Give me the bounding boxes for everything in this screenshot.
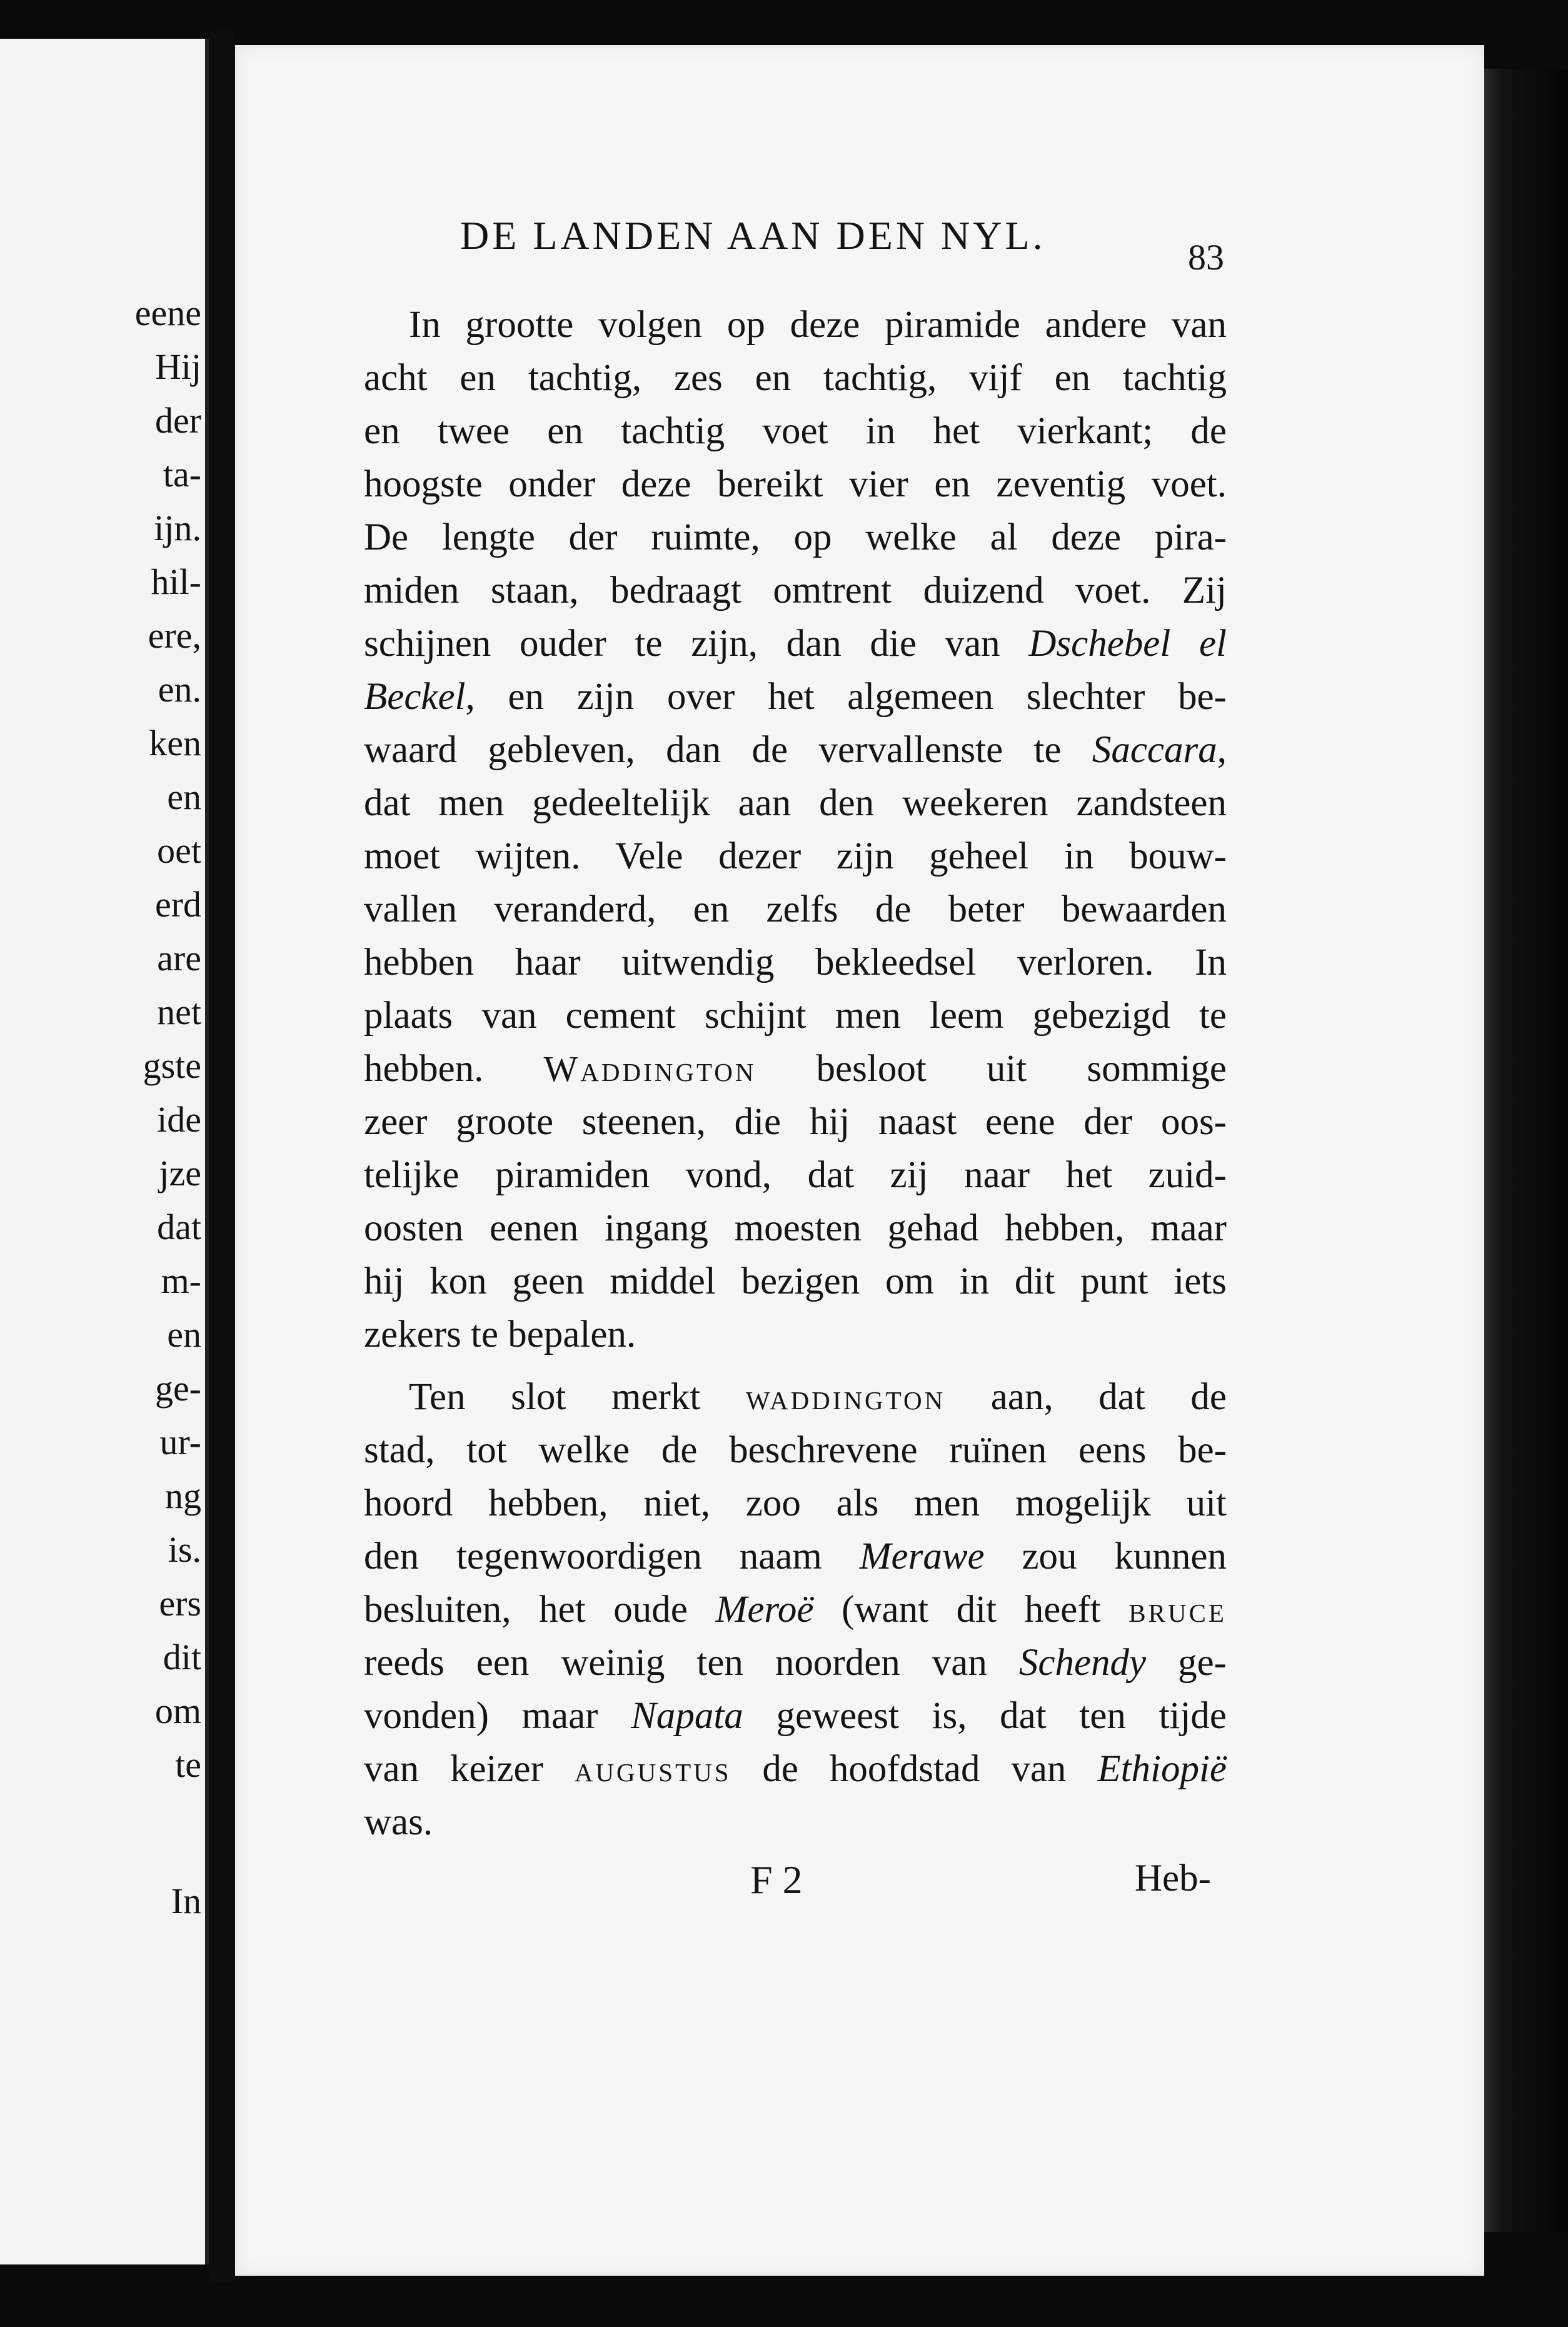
left-fragment: der bbox=[154, 400, 201, 441]
text-line: stad, tot welke de beschrevene ruïnen eens be- bbox=[364, 1429, 1227, 1471]
text-run: (want dit heeft bbox=[813, 1589, 1129, 1631]
place-name: Merawe bbox=[859, 1535, 985, 1577]
text-run: den tegenwoordigen naam bbox=[364, 1535, 860, 1577]
left-fragment: are bbox=[157, 938, 201, 978]
running-header: DE LANDEN AAN DEN NYL. bbox=[460, 213, 1046, 258]
text-line: plaats van cement schijnt men leem gebezigd te bbox=[364, 995, 1227, 1037]
author-name: bruce bbox=[1128, 1589, 1227, 1630]
text-run: van keizer bbox=[364, 1748, 575, 1790]
left-fragment: ide bbox=[157, 1099, 201, 1140]
text-line: vallen veranderd, en zelfs de beter bewaarden bbox=[364, 888, 1227, 930]
left-fragment: en bbox=[167, 1314, 201, 1355]
text-line: dat men gedeeltelijk aan den weekeren zandsteen bbox=[364, 782, 1227, 824]
left-fragment: net bbox=[157, 992, 201, 1032]
left-fragment: hil- bbox=[151, 561, 201, 602]
text-line: zekers te bepalen. bbox=[364, 1314, 636, 1355]
text-run: , bbox=[1217, 729, 1227, 771]
text-line: hij kon geen middel bezigen om in dit punt iets bbox=[364, 1260, 1227, 1302]
left-fragment: ta- bbox=[163, 454, 201, 495]
left-fragment: dit bbox=[163, 1637, 201, 1677]
left-fragment: ers bbox=[159, 1583, 201, 1624]
left-fragment: jze bbox=[159, 1153, 201, 1194]
text-run: de hoofdstad van bbox=[731, 1748, 1098, 1790]
text-line: hoord hebben, niet, zoo als men mogelijk uit bbox=[364, 1482, 1227, 1524]
text-line bbox=[364, 1744, 1227, 1794]
text-line bbox=[364, 619, 1227, 669]
text-line bbox=[409, 1372, 1227, 1422]
left-fragment: gste bbox=[143, 1045, 201, 1086]
text-line: telijke piramiden vond, dat zij naar het zuid- bbox=[364, 1154, 1227, 1196]
text-run: geweest is, dat ten tijde bbox=[743, 1695, 1227, 1737]
text-line: hebben haar uitwendig bekleedsel verloren. In bbox=[364, 942, 1227, 983]
page-edge-shadow bbox=[1484, 69, 1568, 2232]
left-fragment: ijn. bbox=[154, 508, 201, 548]
catchword: Heb- bbox=[1135, 1857, 1211, 1899]
book-gutter bbox=[209, 31, 235, 2282]
left-fragment: ur- bbox=[159, 1422, 201, 1462]
left-fragment: dat bbox=[157, 1207, 201, 1247]
left-fragment: en. bbox=[158, 669, 201, 710]
text-line: moet wijten. Vele dezer zijn geheel in bouw- bbox=[364, 835, 1227, 877]
text-line: acht en tachtig, zes en tachtig, vijf en tachtig bbox=[364, 357, 1227, 399]
page-number: 83 bbox=[1188, 237, 1224, 278]
text-line bbox=[364, 672, 1227, 722]
left-fragment: te bbox=[175, 1744, 201, 1785]
left-fragment: is. bbox=[168, 1529, 201, 1570]
left-fragment: ere, bbox=[148, 615, 201, 656]
text-line bbox=[364, 725, 1227, 775]
left-fragment: ken bbox=[149, 723, 201, 763]
text-line: miden staan, bedraagt omtrent duizend voet. Zij bbox=[364, 570, 1227, 611]
left-fragment: eene bbox=[134, 293, 201, 333]
left-fragment: erd bbox=[154, 884, 201, 925]
emperor-name: augustus bbox=[574, 1749, 731, 1789]
left-fragment: en bbox=[167, 777, 201, 817]
text-run: besloot uit sommige bbox=[756, 1048, 1227, 1090]
author-name: waddington bbox=[745, 1377, 946, 1417]
text-line bbox=[364, 1585, 1227, 1635]
text-run: reeds een weinig ten noorden van bbox=[364, 1642, 1019, 1684]
text-run: besluiten, het oude bbox=[364, 1589, 716, 1631]
text-run: aan, dat de bbox=[945, 1376, 1227, 1418]
text-run: ge- bbox=[1146, 1642, 1227, 1684]
text-run: vonden) maar bbox=[364, 1695, 631, 1737]
left-fragment: m- bbox=[161, 1260, 201, 1301]
text-line: De lengte der ruimte, op welke al deze pira- bbox=[364, 516, 1227, 558]
place-name: Meroë bbox=[715, 1589, 814, 1631]
text-line bbox=[364, 1638, 1227, 1688]
text-line: en twee en tachtig voet in het vierkant; de bbox=[364, 410, 1227, 452]
text-run: , en zijn over het algemeen slechter be- bbox=[465, 676, 1227, 718]
left-fragment: oet bbox=[157, 830, 201, 871]
text-run: Ten slot merkt bbox=[409, 1376, 746, 1418]
text-line: was. bbox=[364, 1801, 433, 1843]
text-line bbox=[364, 1044, 1227, 1094]
left-fragment: Hij bbox=[154, 346, 201, 387]
text-line bbox=[364, 1532, 1227, 1582]
text-line bbox=[364, 1691, 1227, 1741]
left-fragment: om bbox=[154, 1691, 201, 1731]
place-name: Saccara bbox=[1092, 729, 1217, 771]
place-name: Dschebel el bbox=[1028, 623, 1227, 665]
place-name: Ethiopië bbox=[1097, 1748, 1227, 1790]
place-name: Schendy bbox=[1018, 1642, 1147, 1684]
text-line: zeer groote steenen, die hij naast eene der oos- bbox=[364, 1101, 1227, 1143]
text-line: oosten eenen ingang moesten gehad hebben, maar bbox=[364, 1207, 1227, 1249]
left-fragment: In bbox=[171, 1881, 201, 1921]
place-name: Beckel bbox=[364, 676, 466, 718]
text-line: In grootte volgen op deze piramide andere van bbox=[409, 304, 1227, 346]
left-fragment: ng bbox=[165, 1475, 201, 1516]
place-name: Napata bbox=[631, 1695, 743, 1737]
text-run: hebben. bbox=[364, 1048, 544, 1090]
text-run: schijnen ouder te zijn, dan die van bbox=[364, 623, 1029, 665]
text-run: waard gebleven, dan de vervallenste te bbox=[364, 729, 1092, 771]
author-name: Waddington bbox=[543, 1048, 756, 1089]
signature-mark: F 2 bbox=[750, 1857, 803, 1902]
left-page-edge bbox=[0, 39, 209, 2264]
text-run: zou kunnen bbox=[984, 1535, 1227, 1577]
left-fragment: ge- bbox=[154, 1368, 201, 1409]
text-line: hoogste onder deze bereikt vier en zeventig voet. bbox=[364, 463, 1227, 505]
